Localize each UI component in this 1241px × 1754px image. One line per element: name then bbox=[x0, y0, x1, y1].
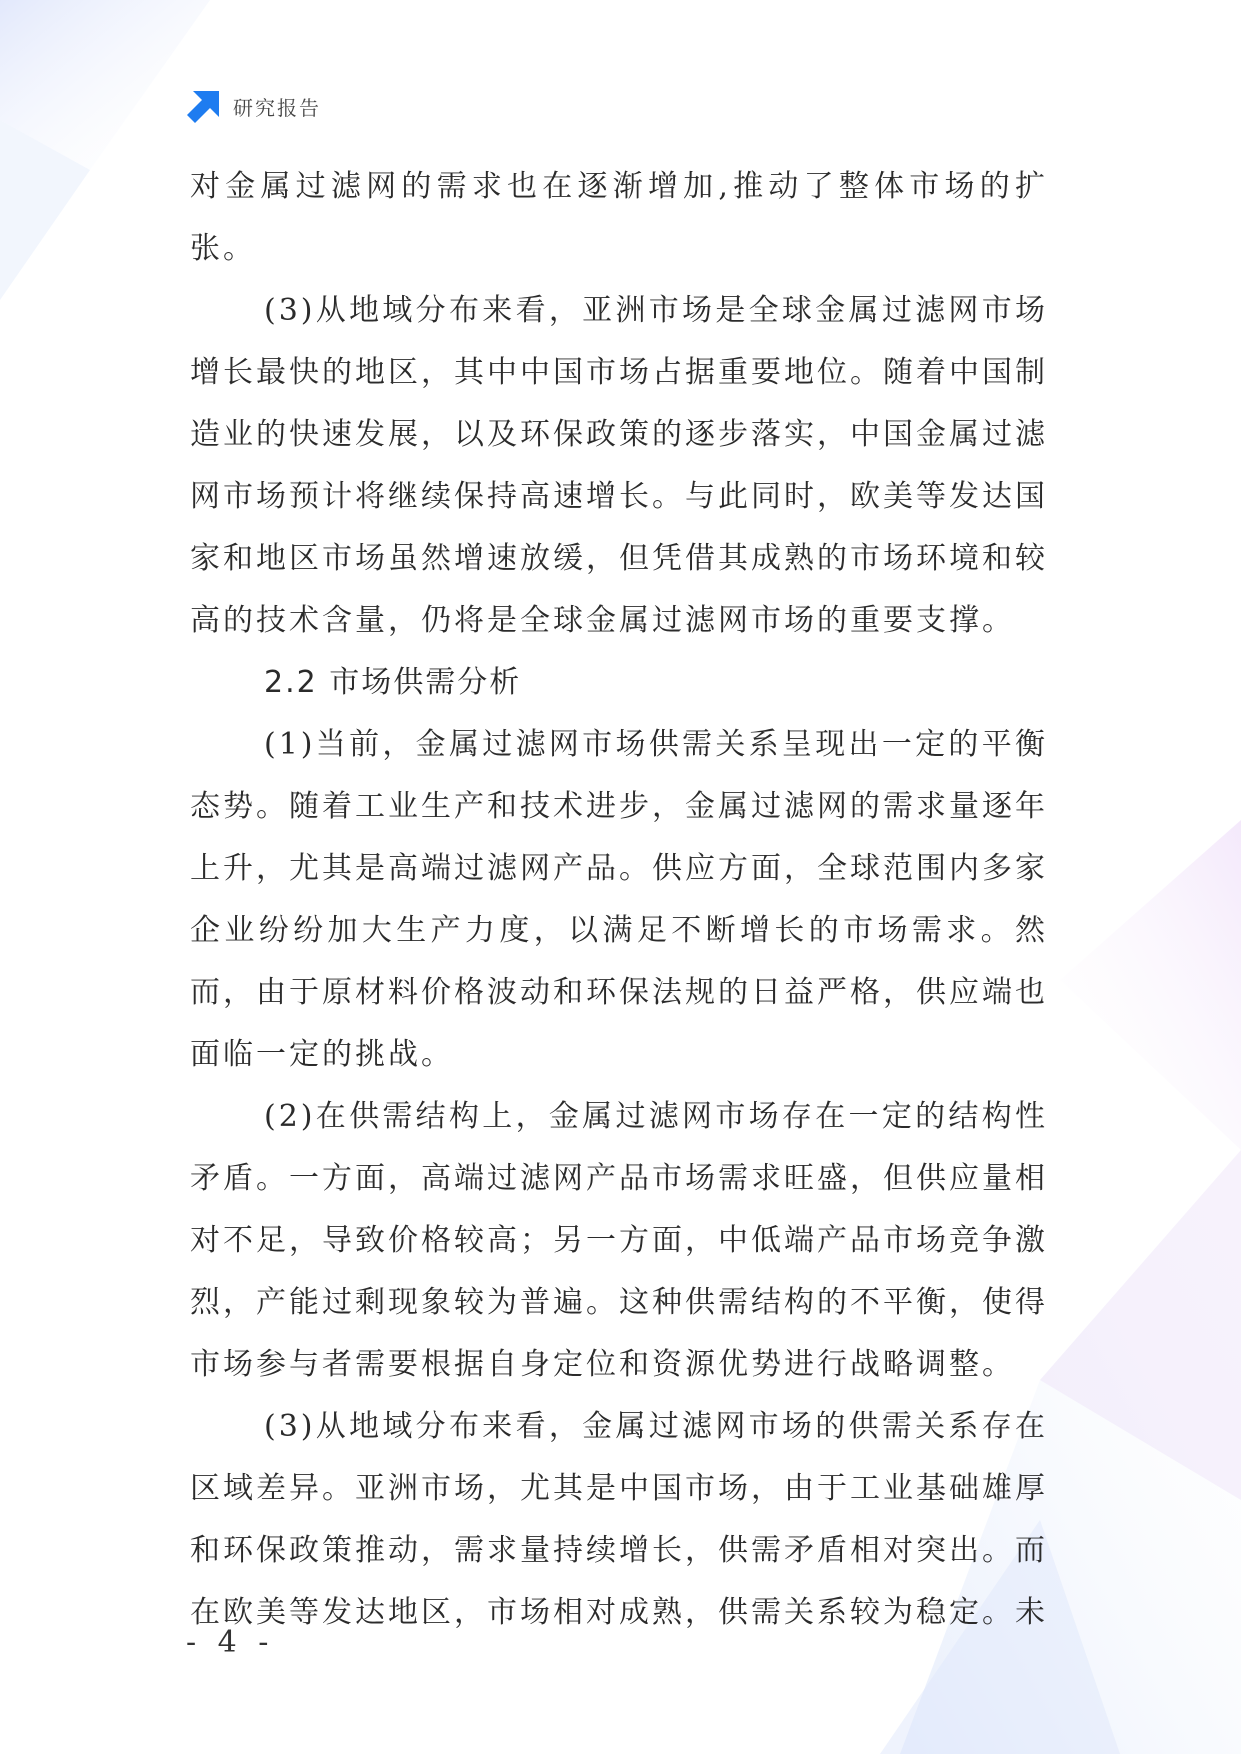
document-body bbox=[190, 156, 1048, 1644]
report-header bbox=[187, 88, 321, 124]
header-title: 研究报告 bbox=[233, 95, 321, 120]
paragraph-continued: 对金属过滤网的需求也在逐渐增加,推动了整体市场的扩张。 bbox=[190, 169, 1048, 266]
paragraph: (2)在供需结构上，金属过滤网市场存在一定的结构性矛盾。一方面，高端过滤网产品市场需求旺盛，但供应量相对不足，导致价格较高；另一方面，中低端产品市场竞争激烈，产能过剩现象较为普遍。这种供需结构的不平衡，使得市场参与者需要根据自身定位和资源优势进行战略调整。 bbox=[190, 1099, 1048, 1382]
paragraph: (3)从地域分布来看，亚洲市场是全球金属过滤网市场增长最快的地区，其中中国市场占据重要地位。随着中国制造业的快速发展，以及环保政策的逐步落实，中国金属过滤网市场预计将继续保持高速增长。与此同时，欧美等发达国家和地区市场虽然增速放缓，但凭借其成熟的市场环境和较高的技术含量，仍将是全球金属过滤网市场的重要支撑。 bbox=[190, 293, 1048, 638]
section-heading: 2.2 市场供需分析 bbox=[264, 665, 522, 700]
paragraph: (3)从地域分布来看，金属过滤网市场的供需关系存在区域差异。亚洲市场，尤其是中国市场，由于工业基础雄厚和环保政策推动，需求量持续增长，供需矛盾相对突出。而在欧美等发达地区，市场相对成熟，供需关系较为稳定。未 bbox=[190, 1409, 1048, 1630]
paragraph: (1)当前，金属过滤网市场供需关系呈现出一定的平衡态势。随着工业生产和技术进步，金属过滤网的需求量逐年上升，尤其是高端过滤网产品。供应方面，全球范围内多家企业纷纷加大生产力度，以满足不断增长的市场需求。然而，由于原材料价格波动和环保法规的日益严格，供应端也面临一定的挑战。 bbox=[190, 727, 1048, 1072]
page-number: - 4 - bbox=[186, 1625, 275, 1660]
arrow-up-right-icon bbox=[187, 89, 221, 123]
